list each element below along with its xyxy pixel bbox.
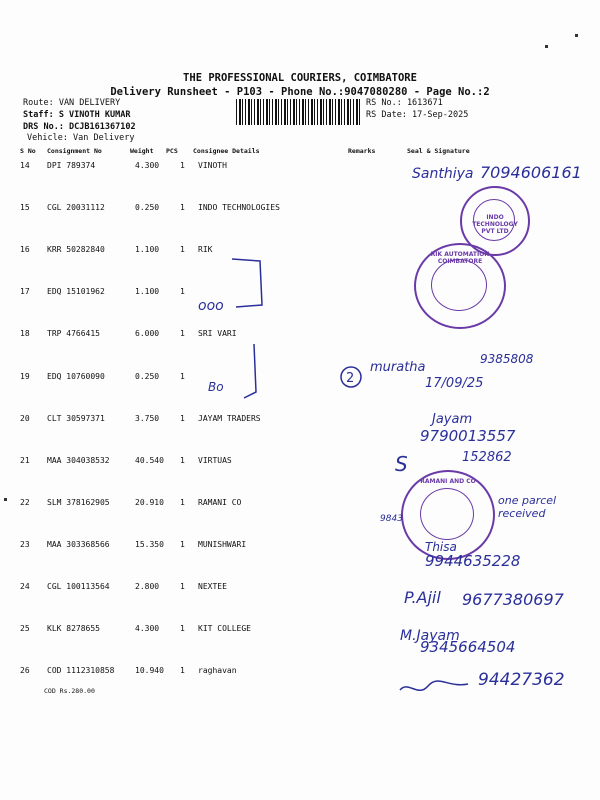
rik-automation-stamp [414,243,506,329]
row-consignee: JAYAM TRADERS [198,414,261,423]
row-sno: 23 [20,540,30,549]
row-pcs: 1 [180,624,185,633]
col-consignment: Consignment No [47,147,102,155]
runsheet-subtitle: Delivery Runsheet - P103 - Phone No.:9047080280 - Page No.:2 [110,86,490,98]
row-consignee: VIRTUAS [198,456,232,465]
row-consignment: KRR 50282840 [47,245,105,254]
col-pcs: PCS [166,147,178,155]
row-pcs: 1 [180,203,185,212]
signature-r24: P.Ajil [404,588,441,607]
stamp-text: RAMANI AND CO [420,478,476,485]
row-weight: 2.800 [135,582,160,591]
rs-date: RS Date: 17-Sep-2025 [366,110,469,120]
stamp-inner-ring [420,488,474,540]
row-sno: 21 [20,456,30,465]
date-r19: 17/09/25 [425,376,484,391]
row-sno: 24 [20,582,30,591]
scan-speck [545,45,548,48]
phone-r24: 9677380697 [462,590,564,609]
row-pcs: 1 [180,287,185,296]
row-pcs: 1 [180,372,185,381]
barcode [236,99,362,125]
col-consignee: Consignee Details [193,147,260,155]
row-weight: 10.940 [135,666,164,675]
col-weight: Weight [130,147,154,155]
row-weight: 1.100 [135,245,160,254]
svg-text:2: 2 [346,371,355,386]
row-pcs: 1 [180,582,185,591]
row-weight: 0.250 [135,203,160,212]
row-sno: 25 [20,624,30,633]
route-label: Route: VAN DELIVERY [23,98,121,108]
row-consignment: CGL 20031112 [47,203,105,212]
drs-number: DRS No.: DCJB161367102 [23,122,136,132]
row-consignment: EDQ 10760090 [47,372,105,381]
phone-r25: 9345664504 [420,638,516,656]
row-weight: 6.000 [135,329,160,338]
row-consignment: SLM 378162905 [47,498,110,507]
row-sno: 18 [20,329,30,338]
row-weight: 0.250 [135,372,160,381]
row-consignment: TRP 4766415 [47,329,100,338]
signature-r25: M.Jayam [400,628,460,644]
phone-r22: 9843 [380,514,403,524]
row-consignee: MUNISHWARI [198,540,247,549]
stamp-text: INDO TECHNOLOGY PVT LTD [472,214,518,235]
row-pcs: 1 [180,161,185,170]
row-sno: 14 [20,161,30,170]
stamp-text: RIK AUTOMATION COIMBATORE [430,251,490,265]
row-pcs: 1 [180,540,185,549]
scribble-r17: ooo [198,298,224,314]
row-weight: 4.300 [135,161,160,170]
row-consignee: SRI VARI [198,329,237,338]
row-pcs: 1 [180,329,185,338]
scan-speck [575,34,578,37]
row-consignment: KLK 8278655 [47,624,100,633]
col-sno: S No [20,147,36,155]
row-sno: 17 [20,287,30,296]
row-consignment: MAA 304038532 [47,456,110,465]
row-pcs: 1 [180,498,185,507]
cod-total: COD Rs.280.00 [44,687,95,695]
row-sno: 26 [20,666,30,675]
scan-speck [4,498,7,501]
row-sno: 16 [20,245,30,254]
phone-r20: 9790013557 [420,427,516,445]
phone-r14: 7094606161 [480,163,582,182]
circle-two-mark [339,365,363,389]
row-weight: 20.910 [135,498,164,507]
row-consignment: EDQ 15101962 [47,287,105,296]
row-consignment: DPI 789374 [47,161,96,170]
bracket-mark [230,255,270,315]
rs-number: RS No.: 1613671 [366,98,443,108]
row-sno: 15 [20,203,30,212]
row-consignee: RIK [198,245,213,254]
col-seal: Seal & Signature [407,147,470,155]
row-sno: 19 [20,372,30,381]
signature-r26 [398,670,478,700]
row-consignee: KIT COLLEGE [198,624,251,633]
signature-r19: muratha [370,360,426,375]
row-consignment: COD 1112310858 [47,666,115,675]
vehicle-label: Vehicle: Van Delivery [27,133,135,143]
company-title: THE PROFESSIONAL COURIERS, COIMBATORE [183,72,417,84]
row-weight: 3.750 [135,414,160,423]
signature-r20: Jayam [432,412,473,427]
phone-r23: 9944635228 [425,552,521,570]
stamp-inner-ring [431,259,487,311]
row-consignee: VINOTH [198,161,227,170]
staff-label: Staff: S VINOTH KUMAR [23,110,131,120]
col-remarks: Remarks [348,147,376,155]
row-pcs: 1 [180,456,185,465]
row-pcs: 1 [180,245,185,254]
number-r21: 152862 [462,450,512,465]
row-consignee: raghavan [198,666,237,675]
bracket-mark [244,342,264,402]
signature-r14: Santhiya [412,166,474,182]
row-weight: 4.300 [135,624,160,633]
row-sno: 22 [20,498,30,507]
row-weight: 15.350 [135,540,164,549]
row-consignment: CLT 30597371 [47,414,105,423]
row-pcs: 1 [180,414,185,423]
row-sno: 20 [20,414,30,423]
phone-r19: 9385808 [480,352,534,366]
row-consignment: CGL 100113564 [47,582,110,591]
scribble-r19: Bo [208,380,224,394]
row-weight: 40.540 [135,456,164,465]
row-consignee: INDO TECHNOLOGIES [198,203,280,212]
row-consignee: RAMANI CO [198,498,242,507]
note-r22: one parcel received [498,494,557,520]
row-weight: 1.100 [135,287,160,296]
phone-r26: 94427362 [478,670,565,690]
row-consignment: MAA 303368566 [47,540,110,549]
row-consignee: NEXTEE [198,582,227,591]
signature-r21: S [395,452,408,476]
signature-r23: Thisa [425,540,457,554]
row-pcs: 1 [180,666,185,675]
